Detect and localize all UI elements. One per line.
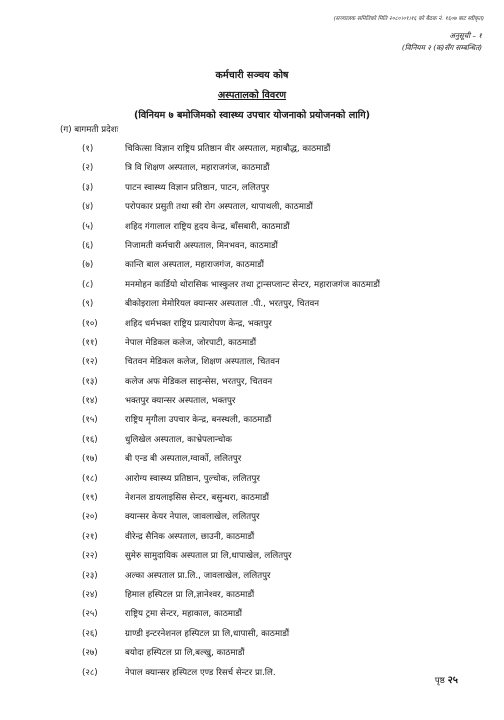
list-item-number: (२०) (82, 512, 98, 523)
hospital-name: नेपाल मेडिकल कलेज, जोरपाटी, काठमाडौं (125, 337, 257, 348)
hospital-name: सुमेरु सामुदायिक अस्पताल प्रा लि,धापाखेल, ललितपुर (125, 551, 292, 562)
hospital-name: राष्ट्रिय मृगौला उपचार केन्द्र, बनस्थली, काठमाडौं (125, 415, 272, 426)
hospital-name: राष्ट्रिय ट्रमा सेन्टर, महाकाल, काठमाडौं (125, 609, 242, 620)
hospital-name: बीकोइराला मेमोरियल क्यान्सर अस्पताल .पी., भरतपुर, चितवन (125, 299, 320, 310)
hospital-list (0, 140, 504, 683)
list-item (0, 159, 504, 178)
list-item-number: (२) (82, 163, 94, 174)
hospital-name: चिकित्सा विज्ञान राष्ट्रिय प्रतिष्ठान वीर अस्पताल, महाबौद्ध, काठमाडौं (125, 144, 331, 154)
list-item-number: (१०) (82, 318, 98, 329)
list-item-number: (७) (82, 260, 94, 271)
list-item-number: (१९) (82, 493, 98, 504)
annex-label: अनुसूची – १ (449, 31, 482, 40)
list-item (0, 508, 504, 527)
hospital-name: चितवन मेडिकल कलेज, शिक्षण अस्पताल, चितवन (125, 357, 280, 368)
list-item-number: (२२) (82, 551, 98, 562)
section-heading: (ग) बागमती प्रदेशः (60, 125, 119, 135)
list-item-number: (२१) (82, 531, 98, 542)
hospital-name: शहिद गंगालाल राष्ट्रिय हृदय केन्द्र, बाँसबारी, काठमाडौं (125, 221, 290, 232)
hospital-name: हिमाल हस्पिटल प्रा लि,ज्ञानेश्वर, काठमाडौं (125, 589, 255, 600)
list-item (0, 567, 504, 586)
hospital-name: धुलिखेल अस्पताल, काभ्रेपलान्चोक (125, 434, 232, 445)
list-item (0, 237, 504, 256)
hospital-name: वीरेन्द्र सैनिक अस्पताल, छाउनी, काठमाडौं (125, 531, 255, 542)
list-item (0, 547, 504, 566)
list-item (0, 179, 504, 198)
list-item-number: (१४) (82, 396, 98, 407)
list-item (0, 140, 504, 159)
list-item-number: (१५) (82, 415, 98, 426)
list-item-number: (८) (82, 279, 94, 290)
list-item-number: (११) (82, 337, 98, 348)
annex-block (402, 30, 482, 54)
list-item-number: (१८) (82, 473, 98, 484)
list-item (0, 605, 504, 624)
list-item (0, 373, 504, 392)
organization-title: कर्मचारी सञ्चय कोष (215, 70, 289, 81)
list-item-number: (१२) (82, 357, 98, 368)
hospital-name: कान्ति बाल अस्पताल, महाराजगंज, काठमाडौं (125, 260, 264, 271)
list-item (0, 315, 504, 334)
list-item (0, 353, 504, 372)
list-item (0, 392, 504, 411)
page-label: पृष्ठ (434, 676, 445, 686)
hospital-name: भक्तपुर क्यान्सर अस्पताल, भक्तपुर (125, 396, 236, 407)
list-item-number: (२७) (82, 648, 98, 659)
list-item (0, 489, 504, 508)
list-item (0, 218, 504, 237)
list-item (0, 470, 504, 489)
hospital-name: नेपाल क्यान्सर हस्पिटल एण्ड रिसर्च सेन्टर प्रा.लि. (125, 667, 276, 678)
list-item (0, 450, 504, 469)
document-subtitle: (विनियम ७ बमोजिमको स्वास्थ्य उपचार योजनाको प्रयोजनको लागि) (133, 110, 371, 121)
list-item (0, 664, 504, 683)
hospital-name: पाटन स्वास्थ्य विज्ञान प्रतिष्ठान, पाटन, ललितपुर (125, 182, 270, 193)
page-number-value: २५ (447, 675, 458, 686)
list-item (0, 411, 504, 430)
list-item (0, 334, 504, 353)
hospital-name: अल्का अस्पताल प्रा.लि., जावलाखेल, ललितपुर (125, 570, 271, 581)
list-item-number: (२५) (82, 609, 98, 620)
annex-reference: (विनियम २ (क)सँग सम्बन्धित) (401, 43, 482, 52)
hospital-name: बी एन्ड बी अस्पताल,ग्वार्को, ललितपुर (125, 454, 242, 465)
list-item-number: (१३) (82, 376, 98, 387)
list-item-number: (२८) (82, 667, 98, 678)
hospital-name: त्रि वि शिक्षण अस्पताल, महाराजगंज, काठमाडौं (125, 163, 270, 174)
list-item (0, 431, 504, 450)
list-item (0, 256, 504, 275)
list-item-number: (१) (82, 144, 94, 154)
list-item-number: (३) (82, 182, 94, 193)
list-item-number: (१७) (82, 454, 98, 465)
list-item-number: (४) (82, 202, 94, 213)
list-item (0, 644, 504, 663)
list-item (0, 276, 504, 295)
hospital-name: मनमोहन कार्डियो थोरासिक भास्कुलर तथा ट्रान्सप्लान्ट सेन्टर, महाराजगंज काठमाडौं (125, 279, 380, 290)
hospital-name: परोपकार प्रसुती तथा स्त्री रोग अस्पताल, थापाथली, काठमाडौं (125, 202, 313, 213)
document-title: अस्पतालको विवरण (217, 90, 287, 101)
hospital-name: बयोदा हस्पिटल प्रा लि,बल्खु, काठमाडौं (125, 648, 245, 659)
title-block (0, 66, 504, 126)
list-item-number: (१६) (82, 434, 98, 445)
list-item-number: (२३) (82, 570, 98, 581)
list-item (0, 295, 504, 314)
hospital-name: आरोग्य स्वास्थ्य प्रतिष्ठान, पुल्चोक, ललितपुर (125, 473, 260, 484)
list-item-number: (९) (82, 299, 94, 310)
list-item-number: (२४) (82, 589, 98, 600)
hospital-name: क्यान्सर केयर नेपाल, जावलाखेल, ललितपुर (125, 512, 260, 523)
list-item (0, 625, 504, 644)
list-item (0, 198, 504, 217)
hospital-name: कलेज अफ मेडिकल साइन्सेस, भरतपुर, चितवन (125, 376, 273, 387)
page-number (435, 672, 458, 686)
list-item-number: (५) (82, 221, 94, 232)
list-item (0, 586, 504, 605)
hospital-name: ग्राण्डी इन्टरनेशनल हस्पिटल प्रा लि,धापासी, काठमाडौं (125, 628, 290, 639)
list-item-number: (२६) (82, 628, 98, 639)
approval-note: (सञ्चालक समितिको मिति २०८०।०९।१६ को बैठक नं. १६०७ बाट स्वीकृत) (333, 16, 484, 22)
hospital-name: नेशनल डायलाइसिस सेन्टर, बसुन्धरा, काठमाडौं (125, 493, 270, 504)
list-item (0, 528, 504, 547)
hospital-name: शहिद धर्मभक्त राष्ट्रिय प्रत्यारोपण केन्द्र, भक्तपुर (125, 318, 272, 329)
list-item-number: (६) (82, 240, 94, 251)
hospital-name: निजामती कर्मचारी अस्पताल, मिनभवन, काठमाडौं (125, 240, 278, 251)
